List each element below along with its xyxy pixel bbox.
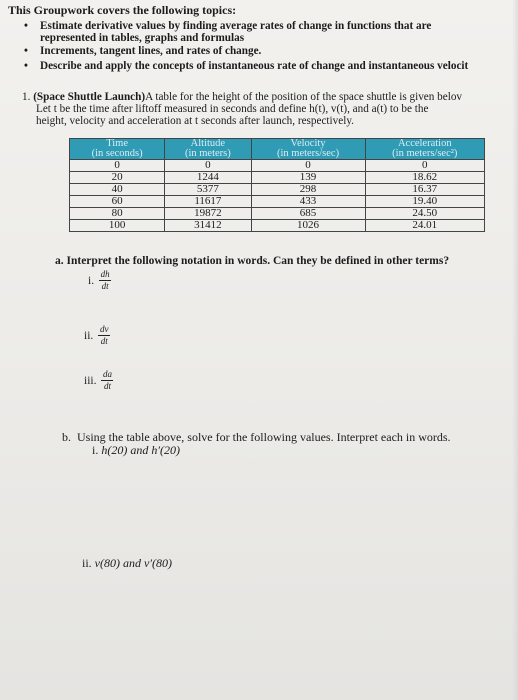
page-edge-shadow — [512, 0, 518, 700]
bullet-icon: • — [24, 60, 28, 72]
problem-line-2: Let t be the time after liftoff measured in seconds and define h(t), v(t), and a(t) to be the — [36, 103, 429, 115]
problem-line-1: A table for the height of the position of the space shuttle is given belov — [145, 91, 463, 103]
topic-1-line-2: represented in tables, graphs and formulas — [40, 32, 245, 44]
problem-number: 1. — [22, 91, 31, 103]
topic-item-3 — [24, 60, 468, 72]
problem-1 — [22, 91, 462, 127]
col-header-altitude: Altitude (in meters) — [165, 139, 251, 160]
fraction-dh-dt: $\frac{dh}{dt}$ — [100, 269, 110, 291]
show-through-text — [300, 324, 303, 339]
topic-item-2 — [24, 45, 261, 57]
fraction-da-dt: $\frac{da}{dt}$ — [102, 369, 112, 391]
part-b-prompt: b. Using the table above, solve for the following values. Interpret each in words. — [62, 430, 451, 444]
table-row: 20 1244 139 18.62 — [70, 172, 485, 184]
topic-3-line-1: Describe and apply the concepts of instantaneous rate of change and instantaneous velocit — [40, 60, 469, 72]
table-row: 0 0 0 0 — [70, 160, 485, 172]
bullet-icon: • — [24, 20, 28, 32]
table-row: 100 31412 1026 24.01 — [70, 220, 485, 232]
part-a-item-ii: ii. $\frac{dv}{dt}$ — [84, 324, 109, 346]
part-a-prompt: a. Interpret the following notation in words. Can they be defined in other terms? — [55, 255, 450, 267]
table-row: 60 11617 433 19.40 — [70, 196, 485, 208]
topic-2-line-1: Increments, tangent lines, and rates of change. — [40, 45, 262, 57]
col-header-velocity: Velocity (in meters/sec) — [251, 139, 365, 160]
part-a-item-iii: iii. $\frac{da}{dt}$ — [84, 369, 112, 391]
table-row: 80 19872 685 24.50 — [70, 208, 485, 220]
table-header-row — [70, 139, 485, 160]
col-header-time: Time (in seconds) — [70, 139, 165, 160]
topic-item-1 — [24, 20, 431, 44]
part-b-item-i: i. h(20) and h′(20) — [92, 443, 180, 457]
part-a-item-i: i. $\frac{dh}{dt}$ — [88, 269, 110, 291]
fraction-dv-dt: $\frac{dv}{dt}$ — [100, 324, 109, 346]
topic-1-line-1: Estimate derivative values by finding average rates of change in functions that are — [40, 20, 432, 32]
problem-line-3: height, velocity and acceleration at t seconds after launch, respectively. — [36, 115, 354, 127]
col-header-acceleration: Acceleration (in meters/sec²) — [365, 139, 484, 160]
problem-title: (Space Shuttle Launch) — [33, 91, 146, 103]
data-table — [69, 138, 485, 232]
page-header: This Groupwork covers the following topics: — [8, 3, 237, 17]
bullet-icon: • — [24, 45, 28, 57]
table-row: 40 5377 298 16.37 — [70, 184, 485, 196]
part-b-item-ii: ii. v(80) and v′(80) — [82, 556, 172, 570]
